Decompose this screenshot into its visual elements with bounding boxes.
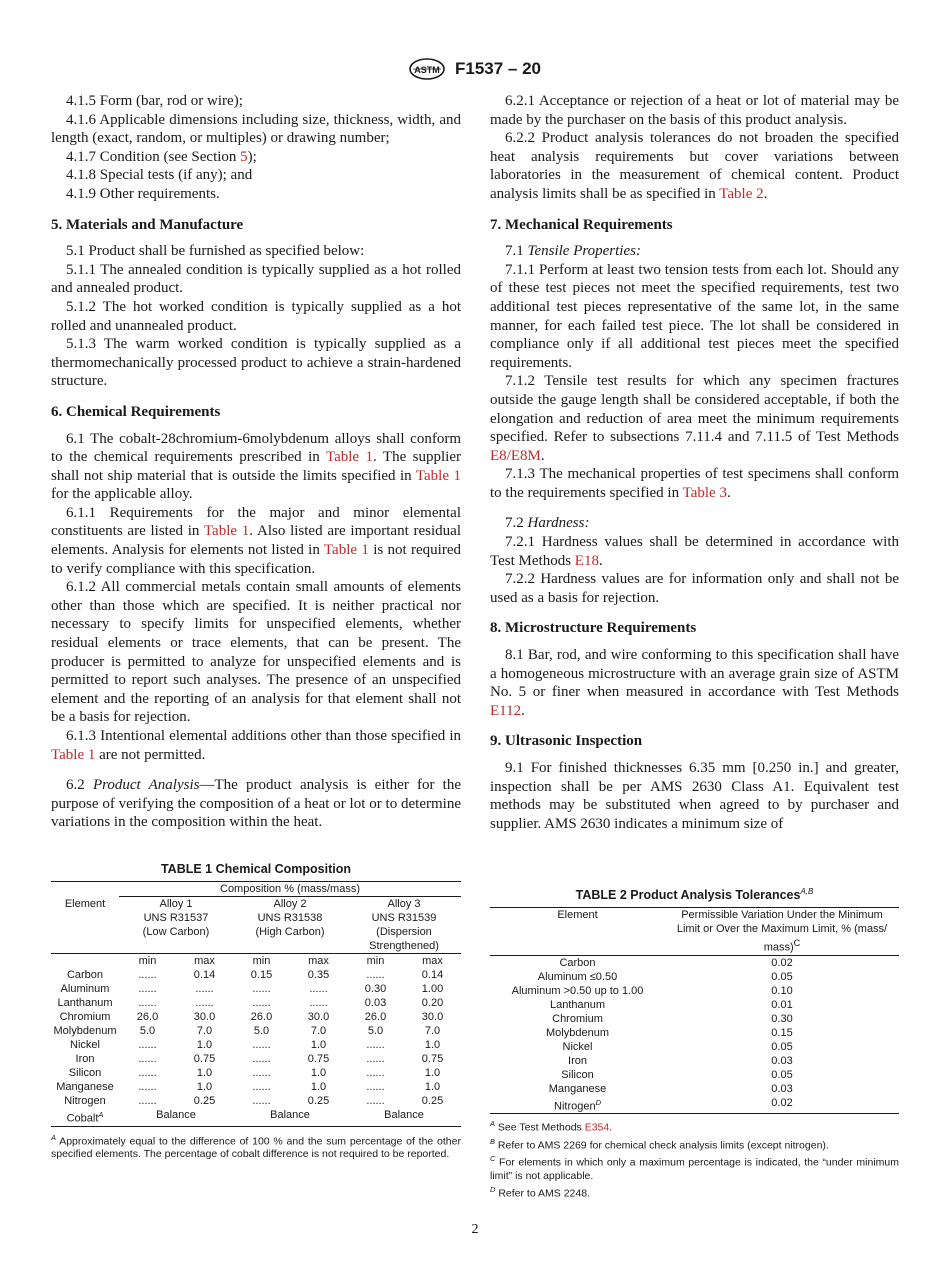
table-row <box>490 1054 899 1068</box>
value-cell: 0.01 <box>771 998 793 1011</box>
value-cell: 0.30 <box>364 983 387 995</box>
astm-logo-icon <box>409 58 445 80</box>
value-cell: 1.0 <box>196 1039 213 1051</box>
e112-link[interactable]: E112 <box>490 702 522 719</box>
table-2-footnote-b: $^B$ Refer to AMS 2269 for chemical check analysis limits (except nitrogen). <box>490 1136 829 1152</box>
value-cell: 0.05 <box>771 970 793 983</box>
table-row <box>51 1066 461 1080</box>
table-2-title: TABLE 2 Product Analysis Tolerances$^{A,B}$ <box>575 887 814 903</box>
table-2-block <box>490 887 899 1200</box>
element-cell: Lanthanum <box>57 997 113 1009</box>
table-row <box>51 1052 461 1066</box>
page-header <box>0 58 950 80</box>
value-cell: ...... <box>366 1095 385 1107</box>
value-cell: ...... <box>252 1053 271 1065</box>
value-cell: 1.0 <box>310 1039 327 1051</box>
element-cell: Manganese <box>56 1081 114 1093</box>
para-6-2-1: 6.2.1 Acceptance or rejection of a heat or lot of material may be made by the purchaser on the basis of this product analysis. <box>490 93 899 128</box>
value-cell: 30.0 <box>307 1011 330 1023</box>
value-cell: 7.0 <box>310 1025 327 1037</box>
value-cell: 26.0 <box>250 1011 273 1023</box>
value-cell: 1.0 <box>196 1067 213 1079</box>
value-cell: 26.0 <box>364 1011 387 1023</box>
value-cell: ...... <box>252 1081 271 1093</box>
para-6-2: 6.2 Product Analysis—The product analysis is either for the purpose of verifying the composition of a heat or lot or to determine variations in the composition within the heat. <box>51 777 461 831</box>
value-cell: ...... <box>366 969 385 981</box>
value-cell: ...... <box>138 997 157 1009</box>
para-7-2-1: 7.2.1 Hardness values shall be determined in accordance with Test Methods E18. <box>490 534 899 569</box>
element-cell: Nickel <box>562 1040 593 1053</box>
table-row <box>490 970 899 984</box>
para-7-2-2: 7.2.2 Hardness values are for information only and shall not be used as a basis for rejection. <box>490 571 899 606</box>
table-1-link[interactable]: Table 1 <box>323 542 369 559</box>
value-cell: ...... <box>309 997 328 1009</box>
table-1-link[interactable]: Table 1 <box>325 449 373 466</box>
table-2-footnote-a: $^A$ See Test Methods E354. <box>490 1119 613 1134</box>
table-row <box>490 1082 899 1096</box>
alloy-2-header: Alloy 2 UNS R31538 (High Carbon) <box>255 898 325 938</box>
value-cell: ...... <box>366 1067 385 1079</box>
element-cell: Manganese <box>548 1082 607 1095</box>
value-cell: 0.35 <box>307 969 330 981</box>
svg-text:ASTM: ASTM <box>414 65 440 75</box>
table-2 <box>490 907 899 1114</box>
table-row <box>51 1080 461 1094</box>
value-cell: 1.00 <box>421 983 444 995</box>
table-row <box>490 998 899 1012</box>
table-1-link[interactable]: Table 1 <box>203 523 250 540</box>
value-cell: 0.15 <box>771 1026 793 1039</box>
value-cell: 0.25 <box>193 1095 216 1107</box>
document-id: F1537 – 20 <box>454 59 541 78</box>
value-cell: 1.0 <box>196 1081 213 1093</box>
table-row <box>490 984 899 998</box>
para-4-1-8: 4.1.8 Special tests (if any); and <box>66 167 253 184</box>
para-7-2: 7.2 Hardness: <box>505 515 590 532</box>
value-cell: ...... <box>366 1081 385 1093</box>
para-5-1-2: 5.1.2 The hot worked condition is typically supplied as a hot rolled and unannealed product. <box>51 298 461 334</box>
table-1-link[interactable]: Table 1 <box>415 467 461 484</box>
element-cell: Nickel <box>70 1039 100 1051</box>
para-4-1-5: 4.1.5 Form (bar, rod or wire); <box>66 93 243 109</box>
e18-link[interactable]: E18 <box>574 552 599 569</box>
value-cell: 0.05 <box>771 1040 793 1053</box>
element-cell: Silicon <box>561 1068 594 1081</box>
value-cell: ...... <box>252 1095 271 1107</box>
element-cell: Chromium <box>552 1012 603 1025</box>
value-cell: ...... <box>309 983 328 995</box>
table-2-link[interactable]: Table 2 <box>719 185 764 202</box>
table-1-footnote: $^A$ Approximately equal to the difference of 100 % and the sum percentage of the other specified elements. The percentage of cobalt difference is not required to be reported. <box>51 1132 461 1161</box>
value-cell: ...... <box>252 983 271 995</box>
value-cell: ...... <box>138 1067 157 1079</box>
table-row <box>490 1040 899 1054</box>
para-6-1-2: 6.1.2 All commercial metals contain small amounts of elements other than those which are specified. It is neither practical nor necessary to specify limits for unspecified elements, whether residual elements or trace elements, that can be present. The producer is permitted to analyze for unspecified elements and is permitted to report such analyses. The presence of an unspecified element and the reporting of an analysis for that element shall not be a basis for rejection. <box>51 579 461 726</box>
value-cell: 0.03 <box>364 997 387 1009</box>
element-cell: Aluminum <box>60 983 110 995</box>
value-cell: ...... <box>138 1081 157 1093</box>
table-row <box>490 955 899 970</box>
value-cell: 1.0 <box>310 1067 327 1079</box>
value-cell: 0.75 <box>421 1053 444 1065</box>
value-cell: 0.25 <box>421 1095 444 1107</box>
t2-element-header: Element <box>557 909 598 922</box>
element-cell: Aluminum ≤0.50 <box>537 970 618 983</box>
t2-variation-header: Permissible Variation Under the Minimum Limit or Over the Maximum Limit, % (mass/ mass)$^C$ <box>676 909 888 954</box>
value-cell: 1.0 <box>310 1081 327 1093</box>
heading-section-5: 5. Materials and Manufacture <box>51 216 244 233</box>
heading-section-8: 8. Microstructure Requirements <box>490 620 697 637</box>
value-cell: 0.03 <box>771 1054 793 1067</box>
value-cell: 0.14 <box>193 969 216 981</box>
para-4-1-7: 4.1.7 Condition (see Section 5); <box>66 148 257 165</box>
value-cell: 30.0 <box>421 1011 444 1023</box>
right-column <box>490 92 899 833</box>
value-cell: ...... <box>366 1039 385 1051</box>
value-cell: ...... <box>252 997 271 1009</box>
para-5-1-1: 5.1.1 The annealed condition is typically supplied as a hot rolled and annealed product. <box>51 261 461 297</box>
heading-section-7: 7. Mechanical Requirements <box>490 216 673 233</box>
value-cell: 30.0 <box>193 1011 216 1023</box>
table-row <box>51 968 461 982</box>
table-1-block <box>51 862 461 1161</box>
page-number: 2 <box>471 1222 479 1237</box>
para-4-1-9: 4.1.9 Other requirements. <box>66 185 220 202</box>
value-cell: 0.03 <box>771 1082 793 1095</box>
value-cell: ...... <box>252 1039 271 1051</box>
element-cell: Carbon <box>66 969 104 981</box>
element-cell: Iron <box>568 1054 587 1067</box>
element-cell: Molybdenum <box>546 1026 609 1039</box>
table-1 <box>51 881 461 1127</box>
para-7-1: 7.1 Tensile Properties: <box>505 243 641 260</box>
table-1-title: TABLE 1 Chemical Composition <box>160 862 352 876</box>
value-cell: ...... <box>252 1067 271 1079</box>
table-row <box>51 1010 461 1024</box>
e354-link[interactable]: E354 <box>584 1121 610 1134</box>
value-cell: 0.20 <box>421 997 444 1009</box>
value-cell: 5.0 <box>253 1025 270 1037</box>
value-cell: 1.0 <box>424 1081 441 1093</box>
value-cell: ...... <box>138 1039 157 1051</box>
value-cell: 0.10 <box>771 984 793 997</box>
element-cell: Lanthanum <box>549 998 606 1011</box>
value-cell: 0.02 <box>771 956 793 969</box>
composition-header: Composition % (mass/mass) <box>119 882 461 897</box>
table-row <box>490 1026 899 1040</box>
para-6-1-1: 6.1.1 Requirements for the major and minor elemental constituents are listed in Table 1. Also listed are important residual elements. Analysis for elements not listed in Table 1 is not required to verify compliance with this specification. <box>51 504 461 577</box>
value-cell: 0.25 <box>307 1095 330 1107</box>
table-row <box>51 1038 461 1052</box>
table-row: Nitrogen$^D$ 0.02 <box>490 1096 899 1114</box>
para-7-1-1: 7.1.1 Perform at least two tension tests from each lot. Should any of these test pieces not meet the specified requirements, test two additional test pieces representative of the same lot, in the same manner, for each failed test piece. The lot shall be considered in compliance only if all additional test pieces meet the specified requirements. <box>490 261 899 371</box>
table-row <box>51 996 461 1010</box>
value-cell: 0.15 <box>250 969 273 981</box>
value-cell: 5.0 <box>139 1025 156 1037</box>
cobalt-row: Cobalt$^A$ Balance Balance Balance <box>51 1108 461 1126</box>
para-6-1-3: 6.1.3 Intentional elemental additions other than those specified in Table 1 are not permitted. <box>51 728 461 763</box>
value-cell: ...... <box>138 1095 157 1107</box>
e8-link[interactable]: E8/E8M <box>490 447 541 464</box>
para-7-1-2: 7.1.2 Tensile test results for which any specimen fractures outside the gauge length shall be considered acceptable, if both the elongation and reduction of area meet the minimum requirements specified. Refer to subsections 7.11.4 and 7.11.5 of Test Methods E8/E8M. <box>490 373 899 464</box>
value-cell: 7.0 <box>424 1025 441 1037</box>
alloy-1-header: Alloy 1 UNS R31537 (Low Carbon) <box>142 898 210 938</box>
value-cell: 1.0 <box>424 1067 441 1079</box>
table-row <box>51 1024 461 1038</box>
left-column <box>51 92 461 832</box>
value-cell: 0.05 <box>771 1068 793 1081</box>
element-cell: Nitrogen <box>64 1095 106 1107</box>
value-cell: 0.75 <box>307 1053 330 1065</box>
value-cell: 0.75 <box>193 1053 216 1065</box>
alloy-3-header: Alloy 3 UNS R31539 (Dispersion Strengthened) <box>369 898 439 952</box>
para-8-1: 8.1 Bar, rod, and wire conforming to this specification shall have a homogeneous microstructure with an average grain size of ASTM No. 5 or finer when measured in accordance with Test Methods E112. <box>490 647 899 719</box>
value-cell: ...... <box>138 969 157 981</box>
table-1-link[interactable]: Table 1 <box>51 746 96 763</box>
element-cell: Aluminum >0.50 up to 1.00 <box>511 984 644 997</box>
table-3-link[interactable]: Table 3 <box>682 484 727 501</box>
value-cell: ...... <box>366 1053 385 1065</box>
element-cell: Silicon <box>68 1067 102 1079</box>
section-5-link[interactable]: 5 <box>240 148 248 165</box>
table-row <box>490 1012 899 1026</box>
value-cell: 0.30 <box>771 1012 793 1025</box>
value-cell: ...... <box>195 983 214 995</box>
element-cell: Molybdenum <box>53 1025 117 1037</box>
element-cell: Iron <box>75 1053 95 1065</box>
para-6-1: 6.1 The cobalt-28chromium-6molybdenum alloys shall conform to the chemical requirements prescribed in Table 1. The supplier shall not ship material that is outside the limits specified in Table 1 for the applicable alloy. <box>51 430 462 503</box>
para-5-1: 5.1 Product shall be furnished as specified below: <box>66 243 365 260</box>
table-row <box>51 1094 461 1108</box>
para-9-1: 9.1 For finished thicknesses 6.35 mm [0.250 in.] and greater, inspection shall be per AMS 2630 Class A1. Equivalent test methods may be substituted when agreed to by purchaser and supplier. AMS 2630 indicates a minimum size of <box>490 760 899 832</box>
min-max-row: min max min max min max <box>138 955 443 967</box>
heading-section-9: 9. Ultrasonic Inspection <box>490 733 643 750</box>
value-cell: 5.0 <box>367 1025 384 1037</box>
value-cell: ...... <box>195 997 214 1009</box>
para-4-1-6: 4.1.6 Applicable dimensions including size, thickness, width, and length (exact, random, or multiples) or drawing number; <box>51 111 461 147</box>
table-row <box>51 982 461 996</box>
value-cell: ...... <box>138 1053 157 1065</box>
value-cell: 26.0 <box>136 1011 159 1023</box>
value-cell: 7.0 <box>196 1025 213 1037</box>
table-row <box>490 1068 899 1082</box>
para-5-1-3: 5.1.3 The warm worked condition is typically supplied as a thermomechanically processed product to achieve a strain-hardened structure. <box>51 336 461 390</box>
element-cell: Carbon <box>559 956 596 969</box>
table-2-footnote-c: $^C$ For elements in which only a maximum percentage is indicated, the “under minimum limit” is not applicable. <box>490 1154 899 1182</box>
value-cell: 0.14 <box>421 969 444 981</box>
heading-section-6: 6. Chemical Requirements <box>51 403 221 420</box>
value-cell: ...... <box>138 983 157 995</box>
table-2-footnote-d: $^D$ Refer to AMS 2248. <box>490 1184 590 1200</box>
element-cell: Chromium <box>59 1011 111 1023</box>
para-7-1-3: 7.1.3 The mechanical properties of test specimens shall conform to the requirements specified in Table 3. <box>490 466 899 501</box>
element-header: Element <box>64 897 106 910</box>
value-cell: 1.0 <box>424 1039 441 1051</box>
para-6-2-2: 6.2.2 Product analysis tolerances do not broaden the specified heat analysis requirements but cover variations between laboratories in the measurement of chemical content. Product analysis limits shall be as specified in Table 2. <box>490 130 899 202</box>
